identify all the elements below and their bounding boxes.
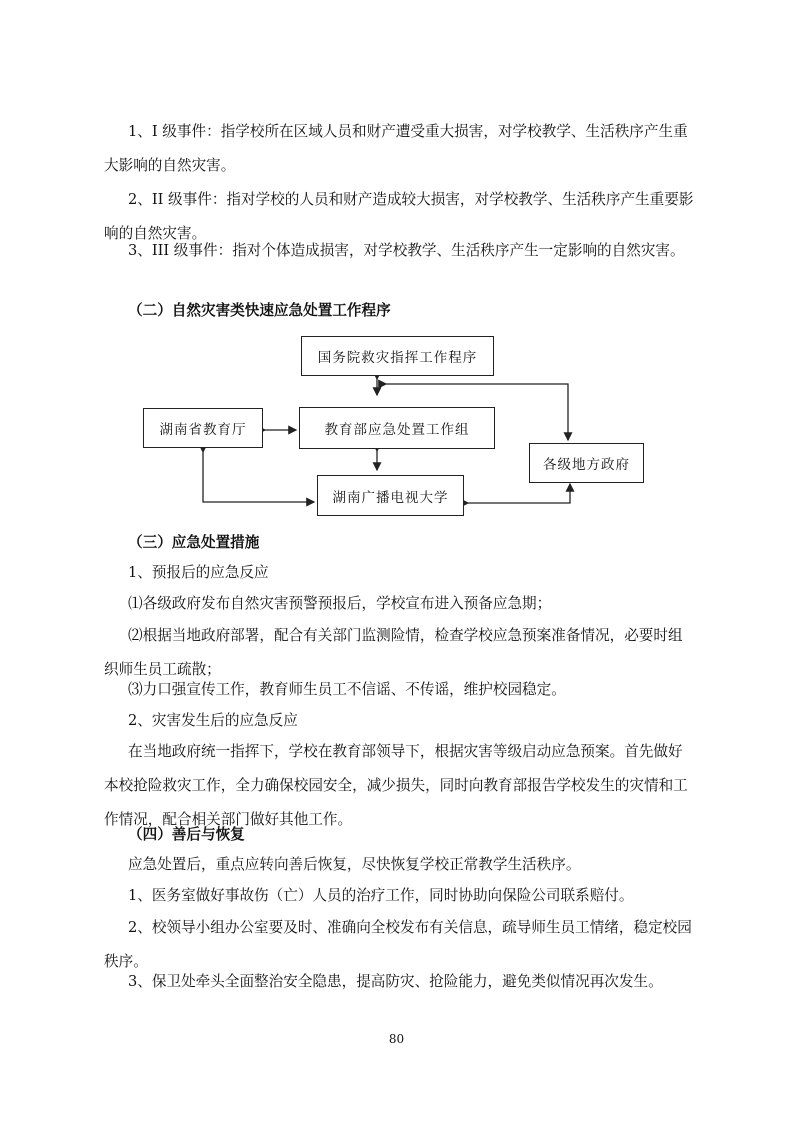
page-number: 80 [388,1032,405,1046]
arrow-hunan-university [203,452,314,502]
section-heading-2: （二）自然灾害类快速应急处置工作程序 [128,302,391,319]
paragraph-item-3: ⑶力口强宣传工作，教育师生员工不信谣、不传谣，维护校园稳定。 [128,681,566,698]
paragraph-level1: 1、I 级事件：指学校所在区域人员和财产遭受重大损害，对学校教学、生活秩序产生重大影响的自然灾害。 [104,123,688,174]
paragraph-forecast-response: 1、预报后的应急反应 [128,564,269,581]
paragraph-item-1: ⑴各级政府发布自然灾害预警预报后，学校宣布进入预备应急期； [128,595,552,612]
paragraph-recovery: 应急处置后，重点应转向善后恢复，尽快恢复学校正常教学生活秩序。 [128,856,581,873]
arrow-university-localgov [468,484,570,503]
section-heading-3: （三）应急处置措施 [128,534,260,551]
paragraph-level3: 3、III 级事件：指对个体造成损害，对学校教学、生活秩序产生一定影响的自然灾害。 [128,242,685,259]
box-university: 湖南广播电视大学 [317,475,464,516]
paragraph-office: 2、校领导小组办公室要及时、准确向全校发布有关信息，疏导师生员工情绪，稳定校园秩序。 [104,919,692,970]
paragraph-item-2: ⑵根据当地政府部署，配合有关部门监测险情，检查学校应急预案准备情况，必要时组织师生员工疏散； [104,627,683,678]
box-ministry-group: 教育部应急处置工作组 [299,407,495,449]
paragraph-command: 在当地政府统一指挥下，学校在教育部领导下，根据灾害等级启动应急预案。首先做好本校抢险救灾工作，全力确保校园安全，减少损失，同时向教育部报告学校发生的灾情和工作情况，配合相关部门做好其他工作。 [104,743,688,828]
box-local-gov: 各级地方政府 [529,443,644,483]
box-hunan-edu-dept: 湖南省教育厅 [143,408,263,448]
paragraph-medical: 1、医务室做好事故伤（亡）人员的治疗工作，同时协助向保险公司联系赔付。 [128,887,634,904]
paragraph-disaster-response: 2、灾害发生后的应急反应 [128,712,298,729]
section-heading-4: （四）善后与恢复 [128,826,245,843]
box-state-council: 国务院救灾指挥工作程序 [301,336,494,376]
paragraph-level2: 2、II 级事件：指对学校的人员和财产造成较大损害，对学校教学、生活秩序产生重要影响的自然灾害。 [104,191,694,242]
paragraph-security: 3、保卫处牵头全面整治安全隐患，提高防灾、抢险能力，避免类似情况再次发生。 [128,973,663,990]
